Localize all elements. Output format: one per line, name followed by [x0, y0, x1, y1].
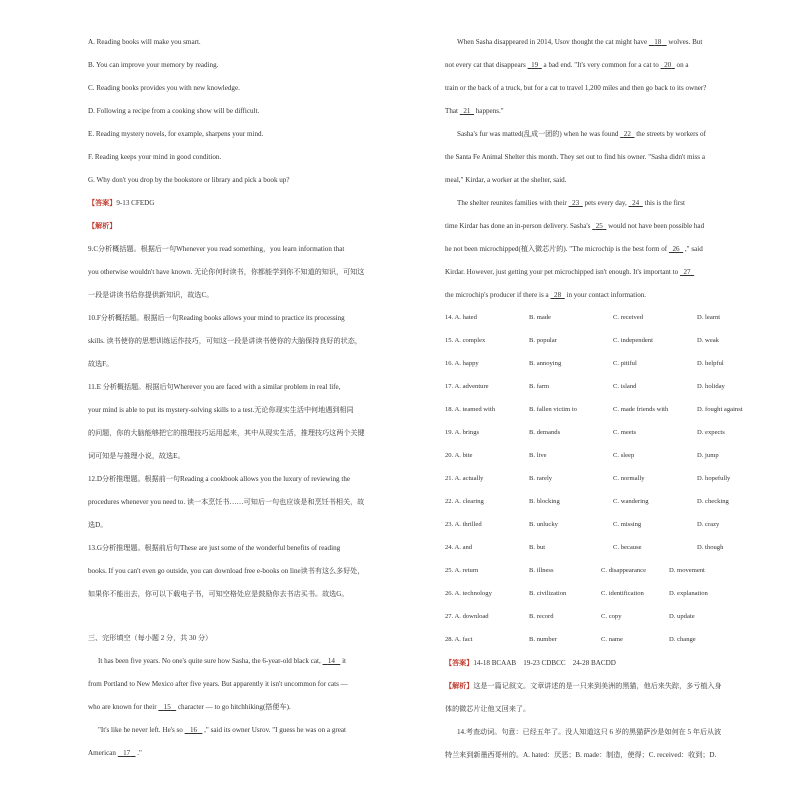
story-text: Sasha's fur was matted(乱成一团的) when he was found: [457, 130, 619, 138]
blank-25[interactable]: [592, 222, 606, 230]
story-text: It has been five years. No one's quite sure how Sasha, the 6-year-old black cat,: [98, 657, 321, 665]
analysis-text: 这是一篇记叙文。文章讲述的是一只来到美洲的黑猫，他后来失踪，多亏植入身: [473, 682, 722, 690]
blank-21-number: 21: [463, 107, 471, 115]
r-p1-line-1: [445, 37, 785, 47]
story-text: The shelter reunites families with their: [457, 199, 567, 207]
choice-a[interactable]: 14. A. hated: [445, 314, 477, 321]
choice-a[interactable]: 27. A. download: [445, 613, 489, 620]
p11-line-2: your mind is able to put its mystery-solving skills to a test.无论你现实生活中何地遇到相同: [88, 406, 354, 414]
p10-line-2: skills. 读书使你的思想训练运作技巧，可知这一段是讲读书使你的大脑保持良好的状态，: [88, 337, 362, 345]
p9-line-3: 一段是讲读书给你提供新知识，故选C。: [88, 291, 214, 299]
choice-b[interactable]: B. demands: [529, 429, 561, 436]
choice-b[interactable]: B. unlucky: [529, 521, 558, 528]
blank-20[interactable]: [661, 61, 675, 69]
choice-a[interactable]: 26. A. technology: [445, 590, 492, 597]
story-text: ," said its owner Usrov. "I guess he was on a great: [204, 726, 347, 734]
r-p1-line-3: train or the back of a truck, but for a cat to travel 1,200 miles and then go back to its owner?: [445, 84, 707, 92]
choice-a[interactable]: 28. A. fact: [445, 636, 473, 643]
p13-line-3: 如果你不能出去，你可以下载电子书，可知空格处应是鼓励你去书店买书。故选G。: [88, 590, 349, 598]
blank-17-number: 17: [123, 749, 131, 757]
blank-18-number: 18: [654, 38, 662, 46]
story-text: the microchip's producer if there is a: [445, 291, 549, 299]
blank-26-number: 26: [672, 245, 680, 253]
option-a: A. Reading books will make you smart.: [88, 38, 201, 46]
blank-14[interactable]: [323, 657, 341, 665]
choice-c[interactable]: C. made friends with: [613, 406, 669, 413]
p9-line-2: you otherwise wouldn't have known. 无论你何时读书，你都能学到你不知道的知识，可知这: [88, 268, 365, 276]
story-text: ," said: [684, 245, 703, 253]
story-text: "It's like he never left. He's so: [98, 726, 183, 734]
story-text: he not been microchipped(植入微芯片的). "The microchip is the best form of: [445, 245, 668, 253]
blank-19[interactable]: [528, 61, 542, 69]
choice-b[interactable]: B. live: [529, 452, 547, 459]
answer-label: 【答案】: [88, 199, 117, 207]
choice-b[interactable]: B. rarely: [529, 475, 553, 482]
blank-17[interactable]: [118, 749, 136, 757]
right-answer-line: [445, 658, 785, 668]
story-text: in your contact information.: [566, 291, 647, 299]
p10-line-1: 10.F分析概括题。根据后一句Reading books allows your mind to practice its processing: [88, 314, 345, 322]
choice-d[interactable]: D. update: [669, 613, 695, 620]
choice-a[interactable]: 21. A. actually: [445, 475, 484, 482]
blank-19-number: 19: [531, 61, 539, 69]
choice-d[interactable]: D. holiday: [697, 383, 725, 390]
p12-line-2: procedures whenever you need to. 读一本烹饪书……可知后一句也应该是和烹饪书相关，故: [88, 498, 365, 506]
blank-27[interactable]: [680, 268, 694, 276]
answer-line: [88, 198, 428, 208]
analysis-label: [88, 221, 428, 231]
blank-15[interactable]: [158, 703, 176, 711]
choice-b[interactable]: B. number: [529, 636, 557, 643]
option-e: E. Reading mystery novels, for example, sharpens your mind.: [88, 130, 264, 138]
blank-24-number: 24: [632, 199, 640, 207]
r-p1-line-4: [445, 106, 785, 116]
story-text: it: [342, 657, 347, 665]
option-g: G. Why don't you drop by the bookstore or library and pick a book up?: [88, 176, 290, 184]
story-text: character — to go hitchhiking(搭便车).: [177, 703, 291, 711]
p11-line-3: 的问题，你的大脑能够把它的推理技巧运用起来，其中从现实生活，推理技巧这两个关键: [88, 429, 365, 437]
choice-d[interactable]: D. expects: [697, 429, 725, 436]
choice-b[interactable]: B. annoying: [529, 360, 562, 367]
blank-16-number: 16: [189, 726, 198, 734]
story-text: the streets by workers of: [636, 130, 706, 138]
choice-b[interactable]: B. illness: [529, 567, 554, 574]
p12-line-3: 选D。: [88, 521, 108, 529]
p13-line-2: books. If you can't even go outside, you can download free e-books on line读书有这么多好处，: [88, 567, 365, 575]
story-text: a bad end. "It's very common for a cat to: [543, 61, 659, 69]
choice-c[interactable]: C. island: [613, 383, 637, 390]
blank-24[interactable]: [629, 199, 643, 207]
r-p2-line-1: [445, 129, 785, 139]
choice-c[interactable]: C. independent: [613, 337, 653, 344]
blank-16[interactable]: [185, 726, 203, 734]
story-line-1: [88, 656, 428, 666]
r-p3-line-4: [445, 267, 785, 277]
choice-a[interactable]: 16. A. happy: [445, 360, 479, 367]
choice-d[interactable]: D. explanation: [669, 590, 708, 597]
option-b: B. You can improve your memory by reading.: [88, 61, 219, 69]
section-title: 三、完形填空（每小题 2 分，共 30 分）: [88, 634, 213, 642]
q14-line-1: 14.考查动词。句意：已经五年了。没人知道这只 6 岁的黑猫萨沙是如何在 5 年后从波: [457, 728, 722, 736]
story-text: When Sasha disappeared in 2014, Usov thought the cat might have: [457, 38, 648, 46]
story-text: American: [88, 749, 116, 757]
choice-d[interactable]: D. hopefully: [697, 475, 731, 482]
p12-line-1: 12.D分析推理题。根据前一句Reading a cookbook allows you the luxury of reviewing the: [88, 475, 351, 483]
blank-27-number: 27: [683, 268, 691, 276]
choice-a[interactable]: 20. A. bite: [445, 452, 473, 459]
story-text: wolves. But: [668, 38, 703, 46]
p11-line-1: 11.E 分析概括题。根据后句Wherever you are faced with a similar problem in real life,: [88, 383, 341, 391]
r-p3-line-2: [445, 221, 785, 231]
answer-label: 【答案】: [445, 659, 474, 667]
p9-text-1: 9.C分析概括题。根据后一句Whenever you read something，you learn information that: [88, 245, 345, 253]
choice-d[interactable]: D. helpful: [697, 360, 724, 367]
choice-d[interactable]: D. though: [697, 544, 724, 551]
r-p1-line-2: [445, 60, 785, 70]
choice-b[interactable]: B. made: [529, 314, 551, 321]
choice-d[interactable]: D. movement: [669, 567, 705, 574]
r-p3-line-5: [445, 290, 785, 300]
choice-d[interactable]: D. weak: [697, 337, 719, 344]
choice-a[interactable]: 18. A. teamed with: [445, 406, 495, 413]
choice-a[interactable]: 23. A. thrilled: [445, 521, 482, 528]
choice-c[interactable]: C. copy: [601, 613, 622, 620]
story-text: pets every day,: [584, 199, 627, 207]
blank-25-number: 25: [595, 222, 603, 230]
choice-b[interactable]: B. record: [529, 613, 554, 620]
r-p3-line-3: [445, 244, 785, 254]
story-text: That: [445, 107, 458, 115]
choice-c[interactable]: C. wandering: [613, 498, 649, 505]
answer-text: 14-18 BCAAB 19-23 CDBCC 24-28 BACDD: [473, 659, 616, 667]
choice-c[interactable]: C. normally: [613, 475, 645, 482]
choice-c[interactable]: C. because: [613, 544, 642, 551]
choice-c[interactable]: C. missing: [613, 521, 642, 528]
p9-line-1: [88, 244, 428, 254]
blank-28[interactable]: [551, 291, 565, 299]
story-line-5: [88, 748, 428, 758]
story-text: happens.": [475, 107, 504, 115]
blank-28-number: 28: [554, 291, 562, 299]
blank-26[interactable]: [669, 245, 683, 253]
choice-d[interactable]: D. learnt: [697, 314, 721, 321]
choice-c[interactable]: C. identification: [601, 590, 644, 597]
story-text: who are known for their: [88, 703, 157, 711]
choice-c[interactable]: C. received: [613, 314, 644, 321]
choice-b[interactable]: B. blocking: [529, 498, 560, 505]
choice-b[interactable]: B. popular: [529, 337, 557, 344]
story-text: .": [137, 749, 142, 757]
option-f: F. Reading keeps your mind in good condition.: [88, 153, 222, 161]
choice-b[interactable]: B. fallen victim to: [529, 406, 577, 413]
story-text: would not have been possible had: [608, 222, 705, 230]
option-d: D. Following a recipe from a cooking show will be difficult.: [88, 107, 260, 115]
p10-line-3: 故选F。: [88, 360, 114, 368]
blank-23-number: 23: [572, 199, 580, 207]
choice-a[interactable]: 22. A. clearing: [445, 498, 484, 505]
blank-22-number: 22: [623, 130, 631, 138]
choice-c[interactable]: C. disappearance: [601, 567, 647, 574]
r-p2-line-3: meal," Kirdar, a worker at the shelter, said.: [445, 176, 567, 184]
blank-18[interactable]: [649, 38, 667, 46]
answer-text: 9-13 CFEDG: [116, 199, 155, 207]
choice-c[interactable]: C. name: [601, 636, 623, 643]
choice-a[interactable]: 24. A. and: [445, 544, 473, 551]
story-line-4: [88, 725, 428, 735]
choice-c[interactable]: C. pitiful: [613, 360, 637, 367]
choice-d[interactable]: D. crazy: [697, 521, 720, 528]
blank-15-number: 15: [163, 703, 171, 711]
choice-b[interactable]: B. farm: [529, 383, 550, 390]
blank-23[interactable]: [569, 199, 583, 207]
right-analysis-line-1: [445, 681, 785, 691]
choice-b[interactable]: B. but: [529, 544, 546, 551]
left-column: [88, 0, 428, 794]
story-text: Kirdar. However, just getting your pet microchipped isn't enough. It's important to: [445, 268, 679, 276]
choice-a[interactable]: 25. A. return: [445, 567, 479, 574]
story-text: this is the first: [644, 199, 685, 207]
story-text: on a: [676, 61, 689, 69]
blank-20-number: 20: [664, 61, 672, 69]
choice-d[interactable]: D. jump: [697, 452, 719, 459]
choice-a[interactable]: 15. A. complex: [445, 337, 486, 344]
blank-22[interactable]: [620, 130, 634, 138]
choice-a[interactable]: 19. A. brings: [445, 429, 480, 436]
story-line-2: from Portland to New Mexico after five years. But apparently it isn't uncommon for cats —: [88, 680, 348, 688]
right-analysis-line-2: 体的微芯片让他又回来了。: [445, 705, 531, 713]
r-p3-line-1: [445, 198, 785, 208]
p13-line-1: 13.G分析推理题。根据前后句These are just some of the wonderful benefits of reading: [88, 544, 341, 552]
p11-line-4: 词可知是与推理小说，故选E。: [88, 452, 185, 460]
story-text: time Kirdar has done an in-person delivery. Sasha's: [445, 222, 591, 230]
blank-21[interactable]: [460, 107, 474, 115]
analysis-label-text: 【解析】: [88, 222, 117, 230]
choice-c[interactable]: C. meets: [613, 429, 637, 436]
choice-d[interactable]: D. change: [669, 636, 696, 643]
q14-line-2: 特兰来到新墨西哥州的。A. hated：厌恶；B. made：制造，使得；C. received：收到；D.: [445, 751, 717, 759]
choice-d[interactable]: D. fought against: [697, 406, 743, 413]
story-text: not every cat that disappears: [445, 61, 526, 69]
option-c: C. Reading books provides you with new knowledge.: [88, 84, 240, 92]
choice-a[interactable]: 17. A. adventure: [445, 383, 489, 390]
right-column: [445, 0, 785, 794]
analysis-label: 【解析】: [445, 682, 474, 690]
r-p2-line-2: the Santa Fe Animal Shelter this month. They set out to find his owner. "Sasha didn't miss a: [445, 153, 705, 161]
choice-d[interactable]: D. checking: [697, 498, 729, 505]
blank-14-number: 14: [327, 657, 335, 665]
story-line-3: [88, 702, 428, 712]
choice-b[interactable]: B. civilization: [529, 590, 567, 597]
choice-c[interactable]: C. sleep: [613, 452, 635, 459]
